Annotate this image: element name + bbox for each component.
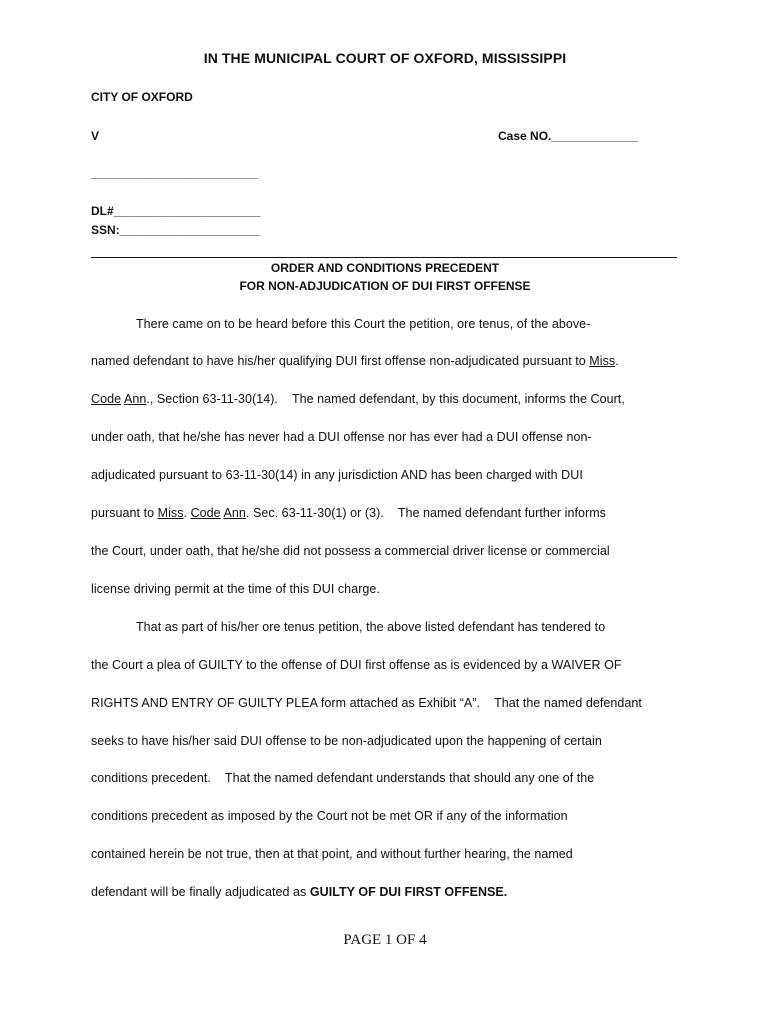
dl-number-field[interactable]: DL#______________________ <box>91 204 261 218</box>
paragraph-1-line-6: pursuant to Miss. Code Ann. Sec. 63-11-30(1) or (3). The named defendant further informs <box>91 506 606 520</box>
case-number-field[interactable]: Case NO._____________ <box>498 129 639 143</box>
paragraph-1-line-2: named defendant to have his/her qualifying DUI first offense non-adjudicated pursuant to Miss. <box>91 354 619 368</box>
defendant-name-field[interactable]: _________________________ <box>91 166 258 180</box>
paragraph-2-line-7: contained herein be not true, then at that point, and without further hearing, the named <box>91 847 573 861</box>
paragraph-1-line-7: the Court, under oath, that he/she did not possess a commercial driver license or commercial <box>91 544 610 558</box>
paragraph-2-line-8: defendant will be finally adjudicated as GUILTY OF DUI FIRST OFFENSE. <box>91 885 508 899</box>
order-title-line-2: FOR NON-ADJUDICATION OF DUI FIRST OFFENSE <box>239 279 531 293</box>
paragraph-1-line-5: adjudicated pursuant to 63-11-30(14) in any jurisdiction AND has been charged with DUI <box>91 468 583 482</box>
paragraph-1-line-8: license driving permit at the time of this DUI charge. <box>91 582 380 596</box>
paragraph-1-line-4: under oath, that he/she has never had a DUI offense nor has ever had a DUI offense non- <box>91 430 592 444</box>
paragraph-1-line-3: Code Ann., Section 63-11-30(14). The named defendant, by this document, informs the Court, <box>91 392 625 406</box>
paragraph-2-line-5: conditions precedent. That the named defendant understands that should any one of the <box>91 771 595 785</box>
page-number: PAGE 1 OF 4 <box>343 932 427 948</box>
paragraph-2-line-2: the Court a plea of GUILTY to the offense of DUI first offense as is evidenced by a WAIVER OF <box>91 658 622 672</box>
paragraph-2-line-3: RIGHTS AND ENTRY OF GUILTY PLEA form attached as Exhibit “A”. That the named defendant <box>91 696 642 710</box>
order-title-line-1: ORDER AND CONDITIONS PRECEDENT <box>270 261 500 275</box>
header-divider <box>91 257 677 258</box>
paragraph-1-line-1: There came on to be heard before this Court the petition, ore tenus, of the above- <box>136 317 591 331</box>
paragraph-2-line-4: seeks to have his/her said DUI offense to be non-adjudicated upon the happening of certain <box>91 734 602 748</box>
versus-label: V <box>91 129 100 143</box>
plaintiff-name: CITY OF OXFORD <box>91 90 193 104</box>
court-title: IN THE MUNICIPAL COURT OF OXFORD, MISSISSIPPI <box>203 50 567 66</box>
paragraph-2-line-1: That as part of his/her ore tenus petition, the above listed defendant has tendered to <box>136 620 606 634</box>
ssn-field[interactable]: SSN:_____________________ <box>91 223 260 237</box>
paragraph-2-line-6: conditions precedent as imposed by the Court not be met OR if any of the information <box>91 809 568 823</box>
